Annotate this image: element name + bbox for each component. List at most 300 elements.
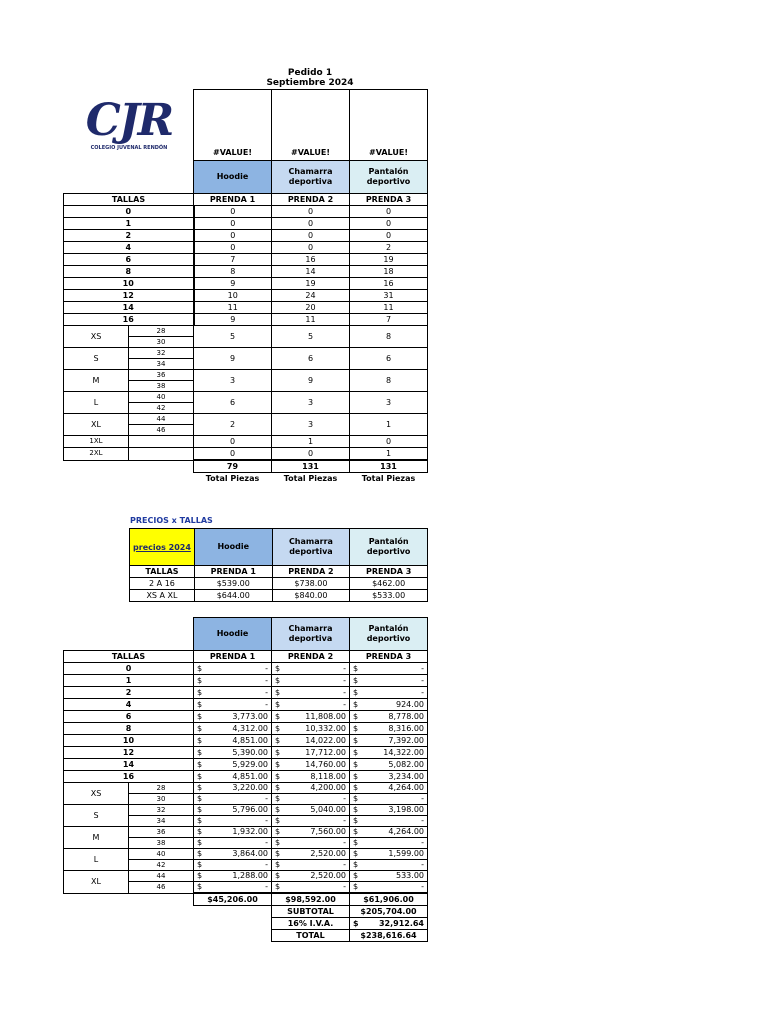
sub-talla-cell: 46	[129, 425, 194, 436]
currency-symbol: $	[275, 805, 281, 814]
totals-label-row	[64, 473, 428, 485]
currency-symbol: $	[275, 849, 281, 858]
table-row	[130, 590, 428, 602]
qty-cell: 18	[350, 266, 428, 278]
amount-value: -	[421, 882, 424, 891]
amount-value: 3,773.00	[232, 712, 268, 721]
talla-cell: 12	[64, 747, 194, 759]
amount-cell	[350, 735, 428, 747]
currency-symbol: $	[353, 664, 359, 673]
qty-cell: 3	[194, 370, 272, 392]
order-date: Septiembre 2024	[266, 78, 354, 88]
currency-symbol: $	[353, 700, 359, 709]
talla-cell: XS	[64, 326, 129, 348]
sub-talla-cell: 44	[129, 871, 194, 882]
total-pieces-value: 131	[350, 460, 428, 473]
qty-cell: 7	[194, 254, 272, 266]
qty-cell: 11	[350, 302, 428, 314]
garment-total: $61,906.00	[350, 893, 428, 906]
qty-cell: 9	[194, 278, 272, 290]
currency-symbol: $	[275, 700, 281, 709]
amount-value: 5,082.00	[388, 760, 424, 769]
table-row	[64, 314, 428, 326]
currency-symbol: $	[353, 760, 359, 769]
talla-cell: 8	[64, 266, 194, 278]
currency-symbol: $	[275, 748, 281, 757]
qty-cell: 0	[194, 436, 272, 448]
amount-value: 2,520.00	[310, 871, 346, 880]
image-row	[64, 90, 428, 161]
totals-row	[64, 460, 428, 473]
talla-cell: 10	[64, 278, 194, 290]
amount-cell	[272, 675, 350, 687]
amount-cell	[272, 759, 350, 771]
currency-symbol: $	[353, 676, 359, 685]
table-row	[64, 783, 428, 794]
summary-label: 16% I.V.A.	[272, 918, 350, 930]
amount-value: 7,560.00	[310, 827, 346, 836]
talla-cell: 4	[64, 699, 194, 711]
amount-value: 533.00	[396, 871, 424, 880]
total-pieces-label: Total Piezas	[361, 474, 416, 483]
table-row	[64, 747, 428, 759]
amount-cell	[272, 794, 350, 805]
sub-talla-cell: 32	[129, 348, 194, 359]
qty-cell: 2	[194, 414, 272, 436]
amount-cell	[272, 816, 350, 827]
amount-value: -	[265, 676, 268, 685]
prenda-header-row	[64, 651, 428, 663]
amount-cell	[272, 699, 350, 711]
amount-value: -	[343, 676, 346, 685]
currency-symbol: $	[353, 724, 359, 733]
prenda-header: PRENDA 1	[194, 566, 272, 578]
talla-cell: 2	[64, 230, 194, 242]
order-title	[250, 68, 370, 88]
prenda-header: PRENDA 3	[350, 194, 428, 206]
qty-cell: 0	[194, 448, 272, 461]
qty-cell: 0	[272, 206, 350, 218]
qty-cell: 6	[350, 348, 428, 370]
currency-symbol: $	[275, 712, 281, 721]
sub-talla-cell: 46	[129, 882, 194, 894]
table-row	[64, 723, 428, 735]
garment-name: Hoodie	[194, 161, 272, 194]
currency-symbol: $	[275, 838, 281, 847]
qty-cell: 3	[272, 392, 350, 414]
talla-cell: M	[64, 370, 129, 392]
amount-value: -	[343, 816, 346, 825]
amount-value: 1,599.00	[388, 849, 424, 858]
talla-cell: 8	[64, 723, 194, 735]
currency-symbol: $	[197, 860, 203, 869]
currency-symbol: $	[197, 849, 203, 858]
garment-name: Hoodie	[194, 529, 272, 566]
qty-cell: 0	[350, 206, 428, 218]
sub-talla-cell: 28	[129, 326, 194, 337]
amount-value: 4,200.00	[310, 783, 346, 792]
currency-symbol: $	[353, 919, 359, 928]
currency-symbol: $	[353, 849, 359, 858]
amount-value: -	[343, 882, 346, 891]
currency-symbol: $	[353, 783, 359, 792]
sub-talla-cell: 34	[129, 359, 194, 370]
table-row	[64, 871, 428, 882]
order-number: Pedido 1	[287, 68, 333, 78]
amount-cell	[272, 783, 350, 794]
currency-symbol: $	[275, 827, 281, 836]
currency-symbol: $	[353, 736, 359, 745]
sub-talla-cell: 28	[129, 783, 194, 794]
amount-value: 3,198.00	[388, 805, 424, 814]
amount-value: 14,022.00	[305, 736, 346, 745]
amount-value: -	[265, 664, 268, 673]
amount-cell	[194, 827, 272, 838]
image-error: #VALUE!	[213, 148, 252, 157]
currency-symbol: $	[275, 736, 281, 745]
qty-cell: 0	[272, 218, 350, 230]
table-row	[64, 735, 428, 747]
amount-cell	[272, 860, 350, 871]
amount-value: 5,796.00	[232, 805, 268, 814]
summary-row	[64, 906, 428, 918]
table-row	[64, 278, 428, 290]
amount-cell	[194, 816, 272, 827]
garment-name: Pantalón deportivo	[350, 529, 428, 566]
amount-value: -	[343, 700, 346, 709]
qty-cell: 3	[350, 392, 428, 414]
amount-value: 1,288.00	[232, 871, 268, 880]
prenda-header: PRENDA 2	[272, 566, 350, 578]
talla-cell: XS A XL	[130, 590, 195, 602]
amount-value: -	[421, 664, 424, 673]
qty-cell: 11	[194, 302, 272, 314]
qty-cell: 0	[272, 230, 350, 242]
amount-value: 1,932.00	[232, 827, 268, 836]
table-row	[64, 290, 428, 302]
amount-cell	[272, 747, 350, 759]
summary-row	[64, 930, 428, 942]
qty-cell: 5	[194, 326, 272, 348]
amount-value: -	[421, 676, 424, 685]
amount-value: 2,520.00	[310, 849, 346, 858]
table-row	[64, 759, 428, 771]
amount-cell	[350, 794, 428, 805]
currency-symbol: $	[275, 783, 281, 792]
currency-symbol: $	[197, 783, 203, 792]
sub-talla-cell: 30	[129, 794, 194, 805]
amount-value: 4,851.00	[232, 772, 268, 781]
table-row	[64, 771, 428, 783]
talla-cell: S	[64, 348, 129, 370]
amount-cell	[194, 849, 272, 860]
quantities-table	[63, 89, 428, 484]
table-row	[64, 392, 428, 403]
amount-cell	[350, 771, 428, 783]
currency-symbol: $	[197, 760, 203, 769]
currency-symbol: $	[197, 871, 203, 880]
summary-row	[64, 918, 428, 930]
garment-name: Chamarra deportiva	[272, 618, 350, 651]
amount-cell	[272, 663, 350, 675]
summary-label: TOTAL	[272, 930, 350, 942]
amount-value: -	[265, 700, 268, 709]
image-placeholder-3	[350, 90, 428, 161]
prenda-header: PRENDA 2	[272, 194, 350, 206]
currency-symbol: $	[353, 816, 359, 825]
amount-value: -	[343, 688, 346, 697]
qty-cell: 6	[194, 392, 272, 414]
talla-cell: 1	[64, 675, 194, 687]
qty-cell: 9	[194, 314, 272, 326]
qty-cell: 19	[272, 278, 350, 290]
prenda-header-row	[130, 566, 428, 578]
currency-symbol: $	[353, 838, 359, 847]
table-row	[64, 266, 428, 278]
qty-cell: 8	[350, 326, 428, 348]
amount-value: -	[421, 794, 424, 803]
sub-talla-cell: 30	[129, 337, 194, 348]
currency-symbol: $	[275, 882, 281, 891]
amount-cell	[194, 838, 272, 849]
sub-talla-cell: 32	[129, 805, 194, 816]
table-row	[64, 448, 428, 461]
amounts-table	[63, 617, 428, 942]
talla-cell: XL	[64, 414, 129, 436]
qty-cell: 0	[194, 230, 272, 242]
qty-cell: 24	[272, 290, 350, 302]
logo-monogram: CJR	[85, 95, 173, 146]
sub-talla-cell: 36	[129, 827, 194, 838]
currency-symbol: $	[197, 772, 203, 781]
qty-cell: 9	[272, 370, 350, 392]
qty-cell: 11	[272, 314, 350, 326]
amount-value: 8,118.00	[310, 772, 346, 781]
garment-name: Chamarra deportiva	[272, 161, 350, 194]
garment-total: $45,206.00	[194, 893, 272, 906]
price-cell: $462.00	[350, 578, 428, 590]
table-row	[64, 230, 428, 242]
sub-talla-cell: 42	[129, 403, 194, 414]
amount-cell	[272, 771, 350, 783]
qty-cell: 0	[194, 218, 272, 230]
talla-cell: 16	[64, 771, 194, 783]
garment-total: $98,592.00	[272, 893, 350, 906]
amount-cell	[350, 663, 428, 675]
talla-cell: L	[64, 392, 129, 414]
amount-cell	[194, 860, 272, 871]
qty-cell: 1	[272, 436, 350, 448]
currency-symbol: $	[353, 712, 359, 721]
talla-cell: 2XL	[64, 448, 129, 461]
talla-cell: 0	[64, 663, 194, 675]
amount-cell	[272, 838, 350, 849]
amount-value: 11,808.00	[305, 712, 346, 721]
amount-cell	[194, 663, 272, 675]
qty-cell: 5	[272, 326, 350, 348]
table-row	[64, 711, 428, 723]
amount-cell	[272, 723, 350, 735]
total-pieces-label: Total Piezas	[283, 474, 338, 483]
amount-value: 3,220.00	[232, 783, 268, 792]
amount-value: 4,851.00	[232, 736, 268, 745]
amount-value: -	[265, 688, 268, 697]
price-cell: $644.00	[194, 590, 272, 602]
amount-value: -	[421, 816, 424, 825]
sub-talla-cell: 42	[129, 860, 194, 871]
currency-symbol: $	[353, 688, 359, 697]
currency-symbol: $	[353, 860, 359, 869]
image-placeholder-2	[272, 90, 350, 161]
table-row	[64, 436, 428, 448]
currency-symbol: $	[353, 827, 359, 836]
qty-cell: 8	[194, 266, 272, 278]
talla-cell: XL	[64, 871, 129, 894]
currency-symbol: $	[275, 772, 281, 781]
qty-cell: 19	[350, 254, 428, 266]
amount-cell	[350, 747, 428, 759]
tallas-header: TALLAS	[130, 566, 195, 578]
amount-value: 14,760.00	[305, 760, 346, 769]
amount-value: 4,264.00	[388, 783, 424, 792]
talla-cell: S	[64, 805, 129, 827]
qty-cell: 9	[194, 348, 272, 370]
currency-symbol: $	[353, 748, 359, 757]
total-pieces-value: 131	[272, 460, 350, 473]
amount-value: -	[265, 882, 268, 891]
summary-value: $205,704.00	[350, 906, 428, 918]
amount-cell	[350, 805, 428, 816]
table-row	[64, 827, 428, 838]
amount-cell	[350, 711, 428, 723]
talla-cell: 4	[64, 242, 194, 254]
tallas-header: TALLAS	[64, 651, 194, 663]
table-row	[64, 687, 428, 699]
table-row	[64, 218, 428, 230]
qty-cell: 6	[272, 348, 350, 370]
table-row	[64, 302, 428, 314]
talla-cell: M	[64, 827, 129, 849]
prices-year-label: precios 2024	[130, 529, 195, 566]
amount-value: 17,712.00	[305, 748, 346, 757]
qty-cell: 31	[350, 290, 428, 302]
amount-totals-row	[64, 893, 428, 906]
amount-cell	[194, 771, 272, 783]
amount-cell	[350, 838, 428, 849]
amount-cell	[194, 794, 272, 805]
amount-value: -	[421, 688, 424, 697]
currency-symbol: $	[275, 676, 281, 685]
garment-name: Chamarra deportiva	[272, 529, 350, 566]
currency-symbol: $	[275, 688, 281, 697]
currency-symbol: $	[197, 816, 203, 825]
image-placeholder-1	[194, 90, 272, 161]
talla-cell: 16	[64, 314, 194, 326]
table-row	[64, 699, 428, 711]
currency-symbol: $	[275, 724, 281, 733]
amount-cell	[194, 871, 272, 882]
qty-cell: 1	[350, 448, 428, 461]
amount-cell	[350, 860, 428, 871]
sub-talla-cell: 34	[129, 816, 194, 827]
amount-cell	[350, 675, 428, 687]
sub-talla-cell: 40	[129, 849, 194, 860]
talla-cell: 14	[64, 302, 194, 314]
amount-cell	[272, 849, 350, 860]
image-error: #VALUE!	[291, 148, 330, 157]
garment-name: Pantalón deportivo	[350, 618, 428, 651]
sub-talla-cell: 38	[129, 381, 194, 392]
qty-cell: 14	[272, 266, 350, 278]
qty-cell: 2	[350, 242, 428, 254]
talla-cell: 14	[64, 759, 194, 771]
table-row	[64, 326, 428, 337]
amount-cell	[350, 783, 428, 794]
prenda-header: PRENDA 1	[194, 194, 272, 206]
sub-talla-cell: 36	[129, 370, 194, 381]
currency-symbol: $	[353, 805, 359, 814]
amount-value: 5,040.00	[310, 805, 346, 814]
table-row	[64, 414, 428, 425]
amount-value: 924.00	[396, 700, 424, 709]
talla-cell: 2 A 16	[130, 578, 195, 590]
currency-symbol: $	[275, 871, 281, 880]
amount-value: -	[265, 838, 268, 847]
amount-cell	[350, 849, 428, 860]
sub-talla-cell: 44	[129, 414, 194, 425]
qty-cell: 0	[272, 242, 350, 254]
sub-talla-cell: 40	[129, 392, 194, 403]
qty-cell: 0	[350, 436, 428, 448]
price-cell: $533.00	[350, 590, 428, 602]
talla-cell: L	[64, 849, 129, 871]
amount-value: 3,864.00	[232, 849, 268, 858]
amount-cell	[272, 711, 350, 723]
amount-cell	[194, 687, 272, 699]
amount-value: 5,929.00	[232, 760, 268, 769]
qty-cell: 0	[272, 448, 350, 461]
amount-value: -	[265, 794, 268, 803]
amount-cell	[194, 747, 272, 759]
amount-value: 5,390.00	[232, 748, 268, 757]
empty-cell	[129, 448, 194, 461]
image-error: #VALUE!	[369, 148, 408, 157]
currency-symbol: $	[197, 794, 203, 803]
qty-cell: 16	[350, 278, 428, 290]
empty-cell	[129, 436, 194, 448]
amount-value: 8,778.00	[388, 712, 424, 721]
amount-cell	[350, 871, 428, 882]
amount-value: 8,316.00	[388, 724, 424, 733]
prenda-header: PRENDA 3	[350, 566, 428, 578]
qty-cell: 8	[350, 370, 428, 392]
qty-cell: 16	[272, 254, 350, 266]
talla-cell: 10	[64, 735, 194, 747]
amount-cell	[350, 699, 428, 711]
prenda-header: PRENDA 3	[350, 651, 428, 663]
garment-header-row	[64, 161, 428, 194]
currency-symbol: $	[197, 724, 203, 733]
amount-value: -	[265, 860, 268, 869]
currency-symbol: $	[197, 838, 203, 847]
amount-cell	[272, 882, 350, 894]
amount-cell	[194, 711, 272, 723]
amount-value: 4,312.00	[232, 724, 268, 733]
prenda-header: PRENDA 2	[272, 651, 350, 663]
amount-cell	[194, 882, 272, 894]
currency-symbol: $	[353, 794, 359, 803]
summary-value: $238,616.64	[350, 930, 428, 942]
